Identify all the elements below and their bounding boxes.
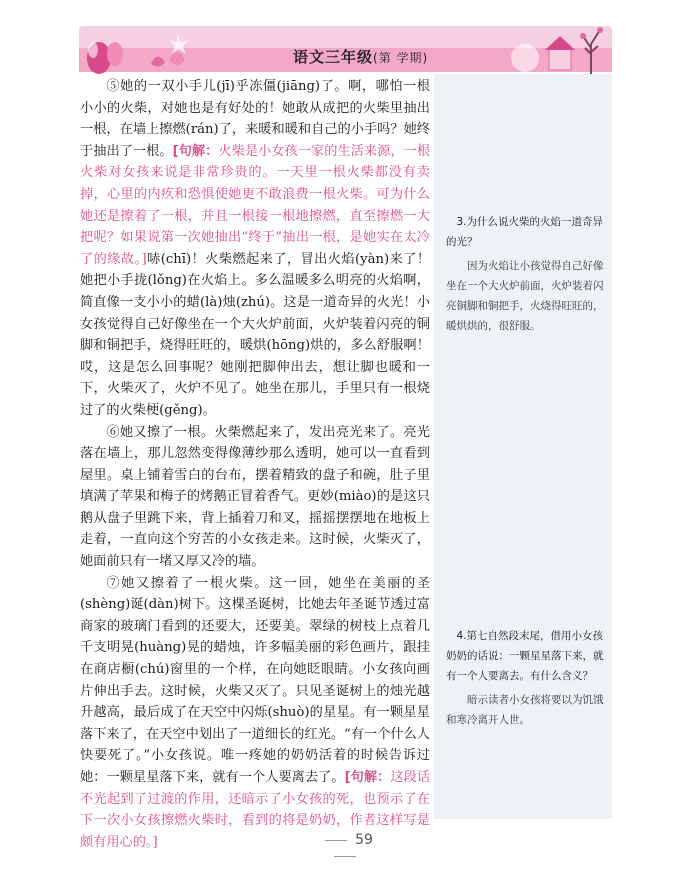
dash-left bbox=[325, 840, 347, 841]
paragraph-5-text-a: ⑤她的一双小手儿(jī)乎冻僵(jiāng)了。啊，哪怕一根小小的火柴，对她也是有好处的！她敢从成把的火柴里抽出一根，在墙上擦燃(rán)了，来暖和暖和自己的小手吗？她终于抽出了一根。 bbox=[80, 79, 430, 159]
question-4 bbox=[446, 626, 606, 730]
title-main: 语文三年级 bbox=[293, 48, 374, 66]
dash-right bbox=[334, 856, 356, 857]
decoration-left-flowers-icon bbox=[81, 24, 201, 74]
paragraph-7 bbox=[80, 573, 430, 854]
note-1-label: [句解： bbox=[172, 143, 219, 159]
question-4-text: 4.第七自然段末尾，借用小女孩奶奶的话说：一颗星星落下来，就有一个人要离去。有什么含义？ bbox=[446, 630, 604, 682]
note-2-label: [句解： bbox=[344, 770, 391, 785]
note-1-text: 火柴是小女孩一家的生活来源，一根火柴对女孩来说是非常珍贵的。一天里一根火柴都没有卖掉，心里的内疚和恐惧使她更不敢浪费一根火柴。可为什么她还是擦着了一根，并且一根接一根地擦燃，直至擦燃一大把呢？如果说第一次她抽出“终于”抽出一根，是她实在太冷了的缘故。] bbox=[80, 143, 431, 267]
page-header bbox=[79, 8, 612, 74]
paragraph-7-text: ⑦她又擦着了一根火柴。这一回，她坐在美丽的圣(shèng)诞(dàn)树下。这棵圣诞树，比她去年圣诞节透过富商家的玻璃门看到的还要大，还要美。翠绿的树枝上点着几千支明晃(huàng)晃的蜡烛，许多幅美丽的彩色画片，跟挂在商店橱(chú)窗里的一个样，在向她眨眼睛。小女孩向画片伸出手去。这时候，火柴又灭了。只见圣诞树上的烛光越升越高，最后成了在天空中闪烁(shuò)的星星。有一颗星星落下来了，在天空中划出了一道细长的红光。“有一个什么人快要死了。”小女孩说。唯一疼她的奶奶活着的时候告诉过她：一颗星星落下来，就有一个人要离去了。 bbox=[80, 575, 430, 785]
question-4-answer: 暗示读者小女孩将要以为饥饿和寒冷离开人世。 bbox=[446, 694, 604, 726]
paragraph-5-text-b: 哧(chī)！火柴燃起来了，冒出火焰(yàn)来了！她把小手拢(lǒng)在火焰上。多么温暖多么明亮的火焰啊，简直像一支小小的蜡(là)烛(zhú)。这是一道奇异的火光！小女孩觉得自己好像坐在一个大火炉前面，火炉装着闪亮的铜脚和铜把手，烧得旺旺的，暖烘(hōng)烘的，多么舒服啊！哎，这是怎么回事呢？她刚把脚伸出去，想让脚也暖和一下，火柴灭了，火炉不见了。她坐在那儿，手里只有一根烧过了的火柴梗(gěng)。 bbox=[80, 251, 431, 418]
paragraph-6: ⑥她又擦了一根。火柴燃起来了，发出亮光来了。亮光落在墙上，那儿忽然变得像薄纱那么透明，她可以一直看到屋里。桌上铺着雪白的台布，摆着精致的盘子和碗，肚子里填满了苹果和梅子的烤鹅正冒着香气。更妙(miào)的是这只鹅从盘子里跳下来，背上插着刀和叉，摇摇摆摆地在地板上走着，一直向这个穷苦的小女孩走来。这时候，火柴灭了，她面前只有一堵又厚又冷的墙。 bbox=[80, 424, 430, 570]
question-3 bbox=[446, 212, 606, 336]
question-3-text: 3.为什么说火柴的火焰一道奇异的光？ bbox=[446, 216, 604, 248]
decoration-right-house-icon bbox=[479, 8, 612, 74]
question-3-answer: 因为火焰让小孩觉得自己好像坐在一个大火炉前面，火炉装着闪亮铜脚和铜把手，火烧得旺旺的，暖烘烘的，很舒服。 bbox=[446, 260, 604, 332]
page-number bbox=[300, 832, 390, 864]
main-text bbox=[80, 76, 430, 853]
page-title bbox=[293, 46, 428, 67]
title-sub: (第 学期) bbox=[373, 51, 429, 65]
paragraph-5 bbox=[80, 76, 430, 422]
page-number-text: 59 bbox=[355, 832, 373, 848]
note-2-text: 这段话不光起到了过渡的作用，还暗示了小女孩的死，也预示了在下一次小女孩擦燃火柴时，看到的将是奶奶，作者这样写是颇有用心的。] bbox=[80, 770, 431, 850]
